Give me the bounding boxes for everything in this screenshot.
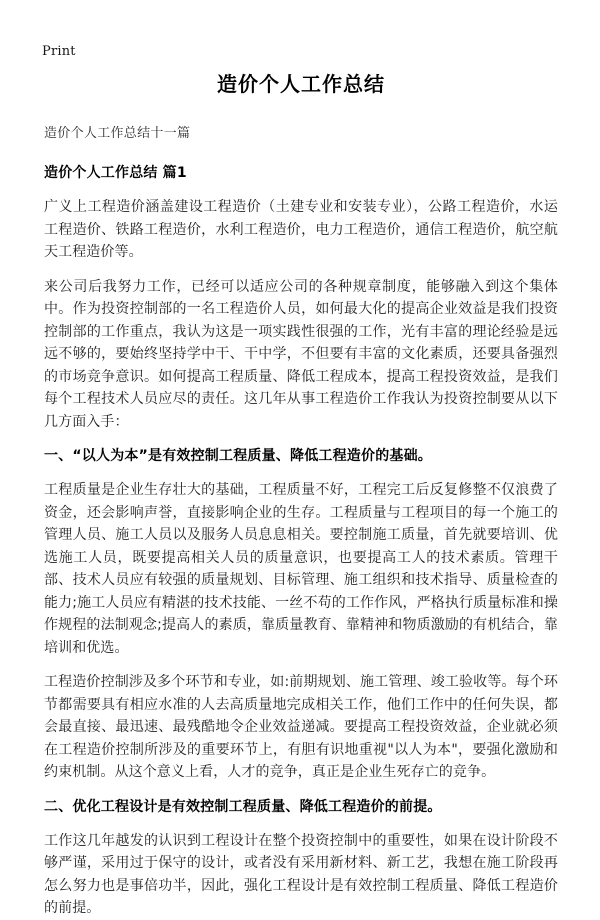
paragraph-intro-2: 来公司后我努力工作，已经可以适应公司的各种规章制度，能够融入到这个集体中。作为投资控制部的一名工程造价人员，如何最大化的提高企业效益是我们投资控制部的工作重点，我认为这是一项实践性很强的工作，光有丰富的理论经验是远远不够的，要始终坚持学中干、干中学，不但要有丰富的文化素质，还要具备强烈的市场竞争意识。如何提高工程质量、降低工程成本，提高工程投资效益，是我们每个工程技术人员应尽的责任。这几年从事工程造价工作我认为投资控制要从以下几方面入手： bbox=[44, 278, 558, 430]
article-heading: 造价个人工作总结 篇1 bbox=[44, 165, 187, 181]
section-heading-1: 一、“以人为本”是有效控制工程质量、降低工程造价的基础。 bbox=[44, 448, 433, 464]
page-title: 造价个人工作总结 bbox=[217, 72, 385, 96]
section-2-paragraph-1: 工作这几年越发的认识到工程设计在整个投资控制中的重要性，如果在设计阶段不够严谨，采用过于保守的设计，或者没有采用新材料、新工艺，我想在施工阶段再怎么努力也是事倍功半，因此，强化工程设计是有效控制工程质量、降低工程造价的前提。 bbox=[44, 832, 558, 916]
section-heading-2: 二、优化工程设计是有效控制工程质量、降低工程造价的前提。 bbox=[44, 798, 442, 815]
section-1-paragraph-2: 工程造价控制涉及多个环节和专业，如:前期规划、施工管理、竣工验收等。每个环节都需要具有相应水准的人去高质量地完成相关工作，他们工作中的任何失误，都会最直接、最迅速、最残酷地令企业效益递减。要提高工程投资效益，企业就必须在工程造价控制所涉及的重要环节上，有胆有识地重视"以人为本"，要强化激励和约束机制。从这个意义上看，人才的竞争，真正是企业生死存亡的竞争。 bbox=[44, 674, 558, 780]
print-label[interactable]: Print bbox=[42, 44, 76, 59]
document-content bbox=[44, 70, 558, 920]
document-subtitle: 造价个人工作总结十一篇 bbox=[44, 126, 191, 141]
paragraph-intro-1: 广义上工程造价涵盖建设工程造价（土建专业和安装专业），公路工程造价，水运工程造价、铁路工程造价，水利工程造价，电力工程造价，通信工程造价，航空航天工程造价等。 bbox=[44, 199, 558, 260]
section-1-paragraph-1: 工程质量是企业生存壮大的基础，工程质量不好，工程完工后反复修整不仅浪费了资金，还会影响声誉，直接影响企业的生存。工程质量与工程项目的每一个施工的管理人员、施工人员以及服务人员息息相关。要控制施工质量，首先就要培训、优选施工人员，既要提高相关人员的质量意识，也要提高工人的技术素质。管理干部、技术人员应有较强的质量规划、目标管理、施工组织和技术指导、质量检查的能力;施工人员应有精湛的技术技能、一丝不苟的工作作风，严格执行质量标准和操作规程的法制观念;提高人的素质，靠质量教育、靠精神和物质激励的有机结合，靠培训和优选。 bbox=[44, 482, 558, 656]
